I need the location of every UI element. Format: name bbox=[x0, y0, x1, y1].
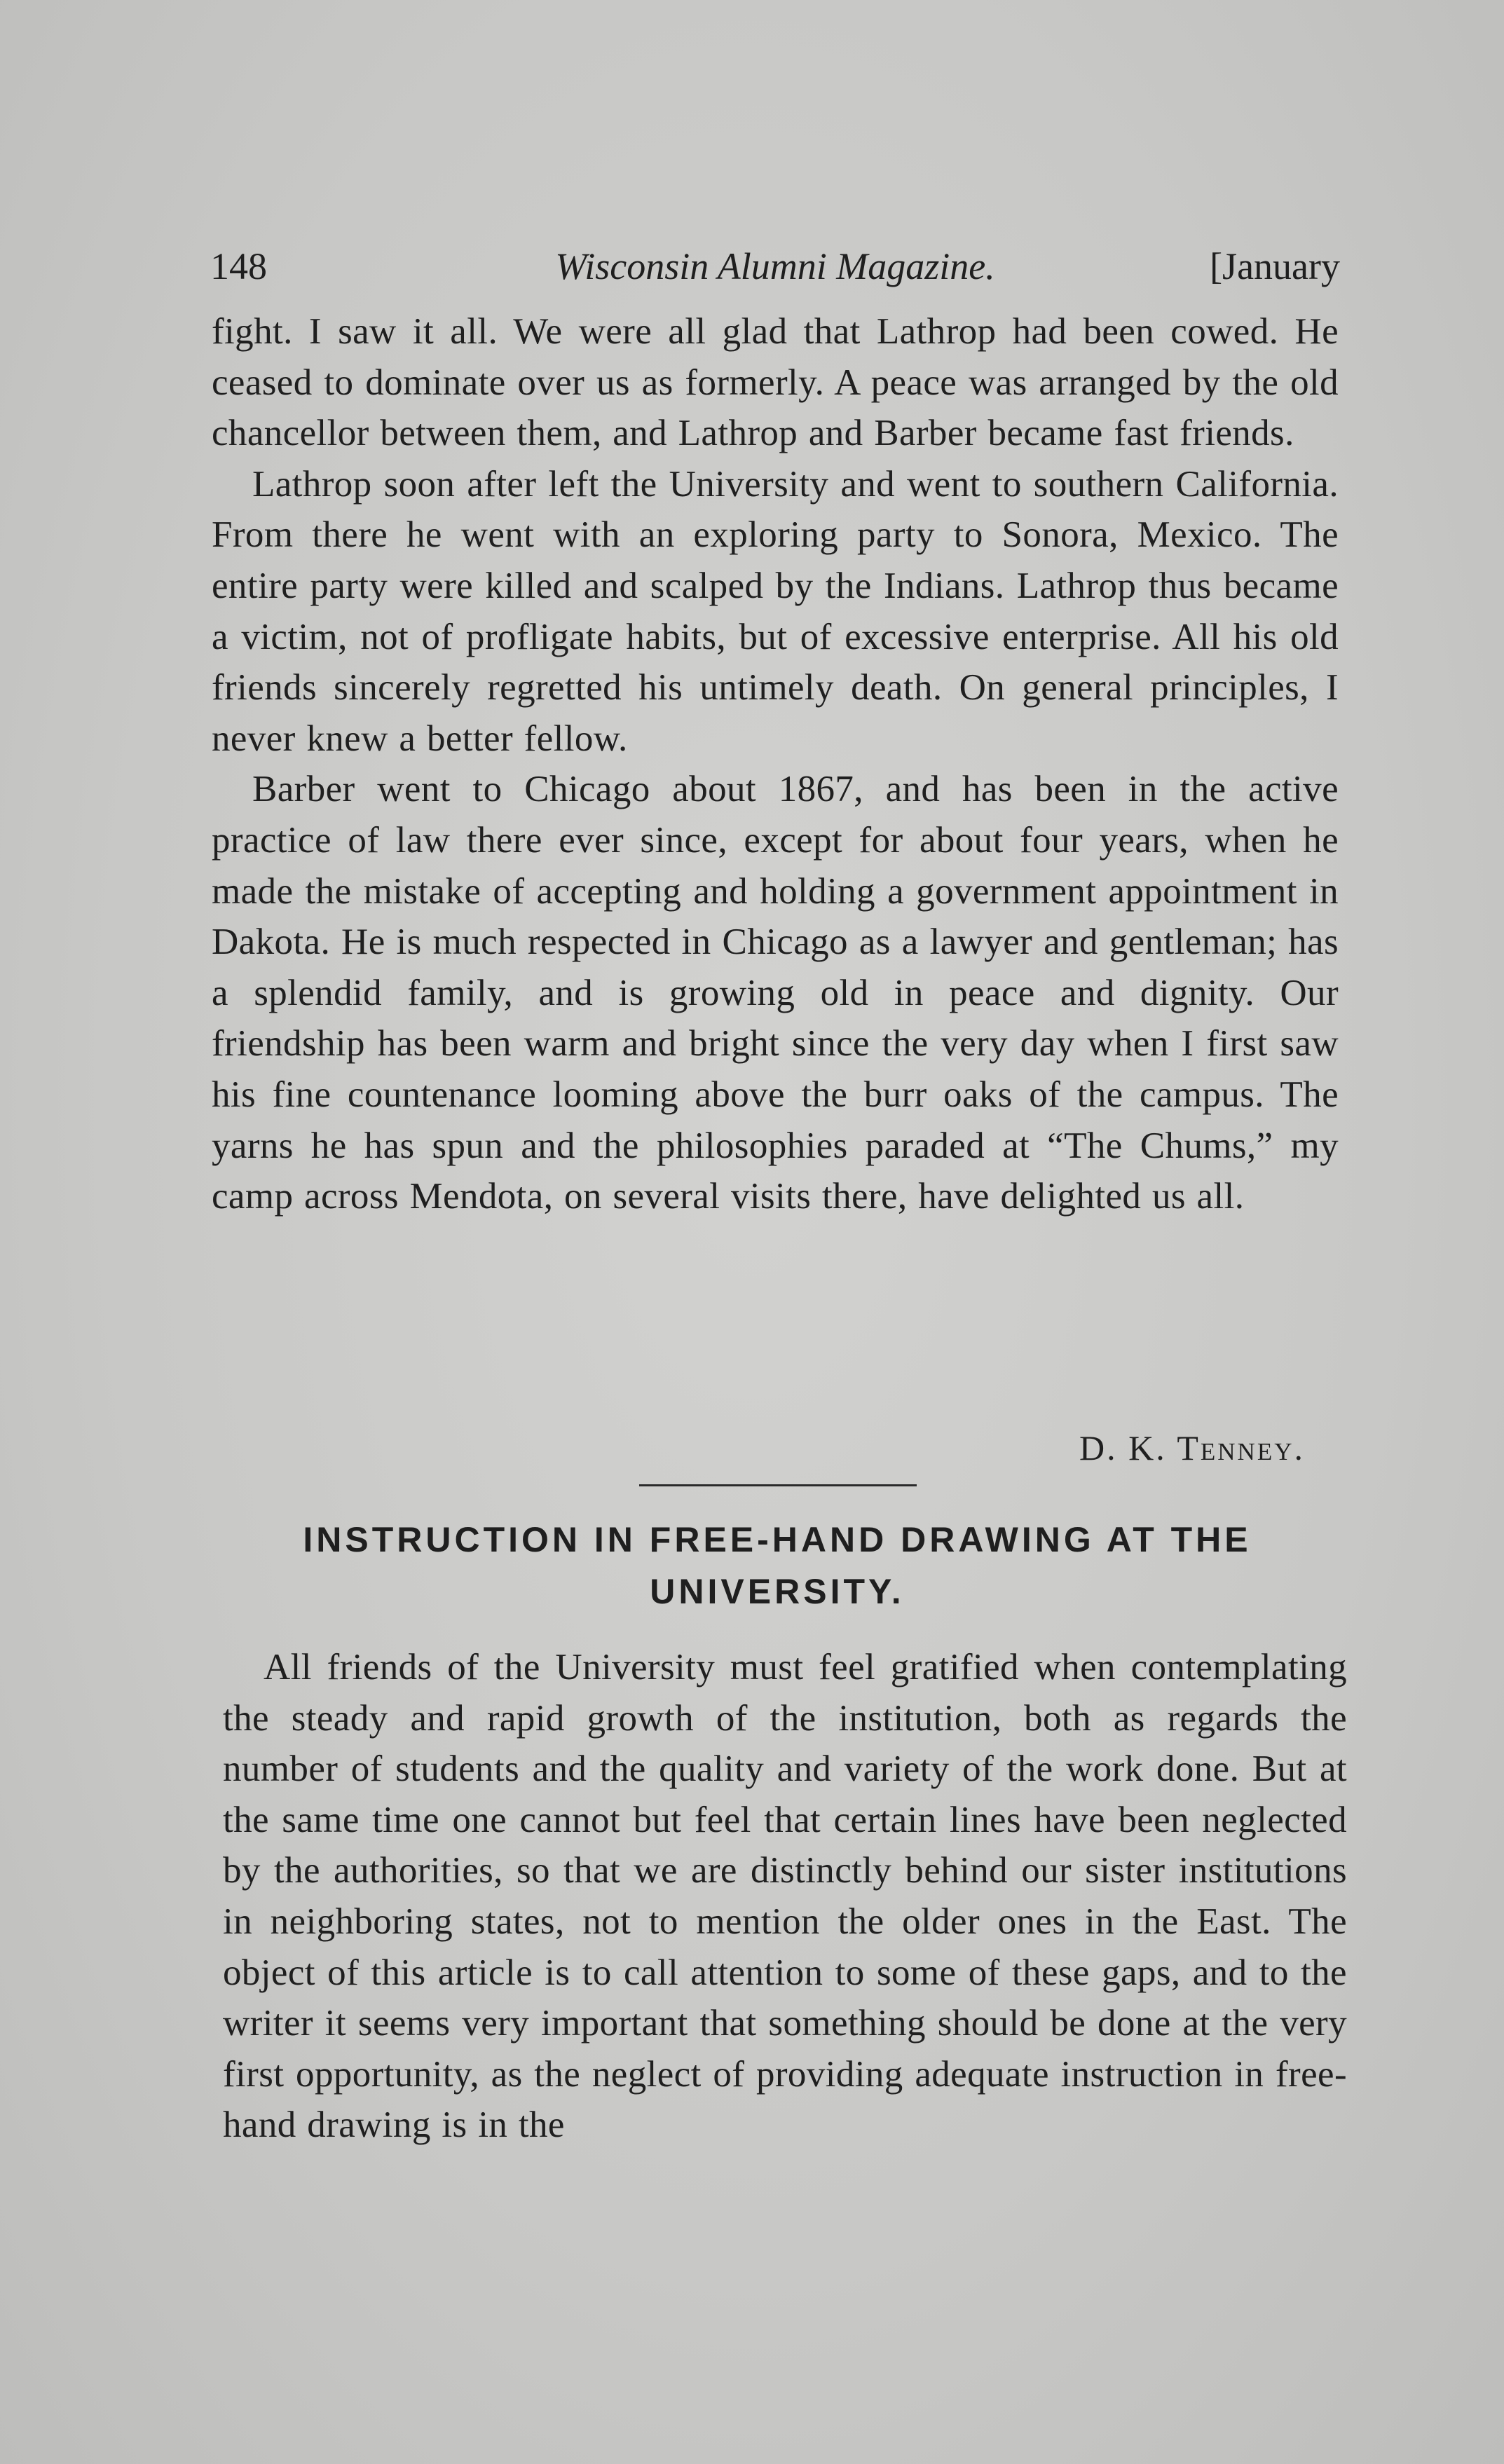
paragraph: fight. I saw it all. We were all glad that Lathrop had been cowed. He ceased to dominate over us as formerly. A peace was arranged by the old chancellor between them, and Lathrop and Barber became fast friends. bbox=[212, 311, 1339, 454]
article-heading-line: INSTRUCTION IN FREE-HAND DRAWING AT THE bbox=[303, 1520, 1252, 1559]
article-text bbox=[223, 1642, 1347, 2151]
page-number: 148 bbox=[210, 245, 267, 287]
previous-article-text bbox=[212, 306, 1339, 1222]
section-divider bbox=[639, 1484, 917, 1486]
magazine-title: Wisconsin Alumni Magazine. bbox=[555, 245, 995, 287]
running-header bbox=[210, 238, 1340, 294]
article-heading-line: UNIVERSITY. bbox=[650, 1572, 905, 1611]
paragraph: Barber went to Chicago about 1867, and has been in the active practice of law there ever since, except for about four years, when he made the mistake of accepting and holding a government appointment in Dakota. He is much respected in Chicago as a lawyer and gentleman; has a splendid family, and is growing old in peace and dignity. Our friendship has been warm and bright since the very day when I first saw his fine countenance looming above the burr oaks of the campus. The yarns he has spun and the philosophies paraded at “The Chums,” my camp across Mendota, on several visits there, have delighted us all. bbox=[212, 769, 1339, 1217]
author-signature: D. K. Tenney. bbox=[1079, 1428, 1305, 1467]
paragraph: All friends of the University must feel gratified when contemplating the steady and rapid growth of the institution, both as regards the number of students and the quality and variety of the work done. But at the same time one cannot but feel that certain lines have been neglected by the authorities, so that we are distinctly behind our sister institutions in neighboring states, not to mention the older ones in the East. The object of this article is to call attention to some of these gaps, and to the writer it seems very important that something should be done at the very first opportunity, as the neglect of providing adequate instruction in free-hand drawing is in the bbox=[223, 1647, 1347, 2146]
issue-month: [January bbox=[1210, 245, 1340, 287]
paragraph: Lathrop soon after left the University and went to southern California. From there he went with an exploring party to Sonora, Mexico. The entire party were killed and scalped by the Indians. Lathrop thus became a victim, not of profligate habits, but of excessive enterprise. All his old friends sincerely regretted his untimely death. On general principles, I never knew a better fellow. bbox=[212, 463, 1339, 759]
article-heading bbox=[210, 1514, 1344, 1617]
